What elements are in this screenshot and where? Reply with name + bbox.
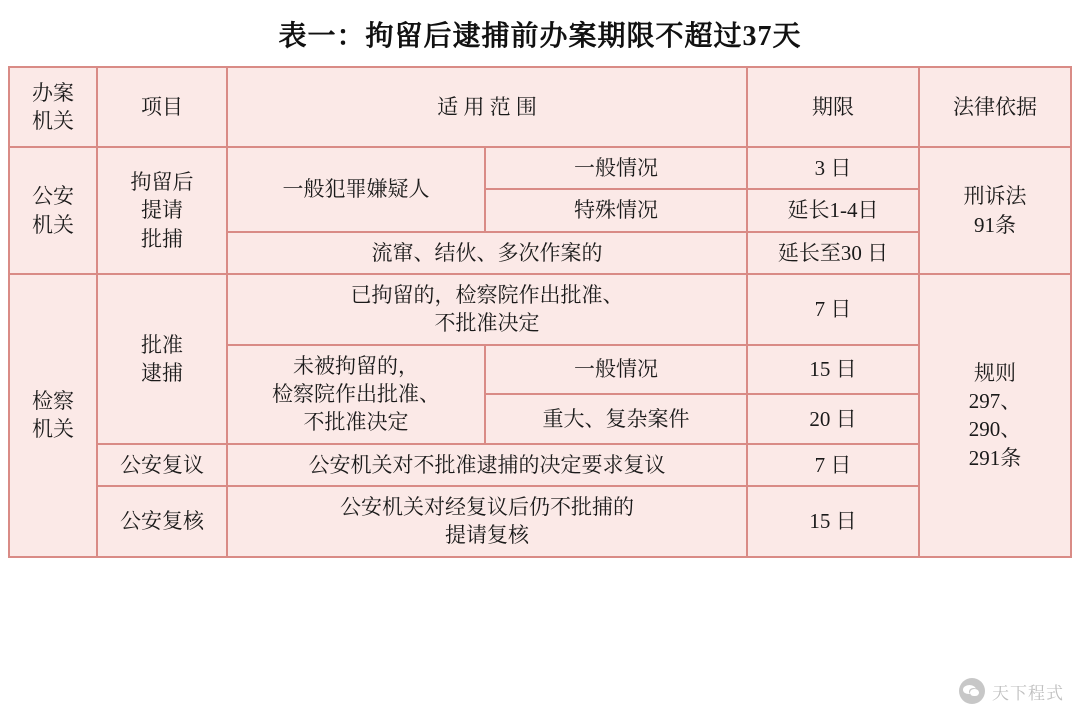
legal-procuratorate-line4: 291条 [968, 445, 1022, 470]
cell-term-7-days-detained: 7 日 [747, 274, 919, 345]
cell-term-3-days: 3 日 [747, 147, 919, 189]
scope-undetained-line2: 检察院作出批准、 [272, 382, 440, 407]
header-agency-line1: 办案 [32, 80, 74, 105]
watermark [959, 678, 1064, 704]
table-header-row [9, 67, 1071, 147]
cell-legal-procuratorate [919, 274, 1071, 557]
scope-recheck-line2: 提请复核 [445, 523, 529, 548]
item-police-line2: 提请 [141, 198, 183, 223]
legal-police-line1: 刑诉法 [963, 184, 1027, 209]
cell-agency-procuratorate [9, 274, 97, 557]
page-title: 表一：拘留后逮捕前办案期限不超过37天 [278, 21, 802, 52]
deadline-table [8, 66, 1072, 558]
table-row [9, 444, 1071, 486]
legal-procuratorate-line3: 290、 [968, 417, 1022, 442]
item-police-line3: 批捕 [141, 226, 183, 251]
cell-scope-roaming-gang-repeat: 流窜、结伙、多次作案的 [227, 232, 747, 274]
table-row [9, 486, 1071, 557]
cell-item-approve-arrest [97, 274, 227, 444]
legal-procuratorate-line2: 297、 [968, 389, 1022, 414]
watermark-text: 天下程式 [992, 683, 1064, 703]
cell-scope-detained-decision [227, 274, 747, 345]
header-term: 期限 [747, 67, 919, 147]
wechat-icon [959, 678, 985, 704]
scope-detained-line1: 已拘留的，检察院作出批准、 [350, 283, 624, 308]
legal-police-line2: 91条 [974, 212, 1016, 237]
cell-term-20-days: 20 日 [747, 394, 919, 444]
cell-item-police-reconsideration: 公安复议 [97, 444, 227, 486]
cell-scope-police-reconsideration: 公安机关对不批准逮捕的决定要求复议 [227, 444, 747, 486]
cell-item-police-request-arrest [97, 147, 227, 274]
cell-scope-general-case: 一般情况 [485, 147, 747, 189]
cell-item-police-review: 公安复核 [97, 486, 227, 557]
cell-scope-undetained-decision [227, 345, 485, 444]
item-approve-line1: 批准 [141, 332, 183, 357]
table-row [9, 274, 1071, 345]
cell-scope-police-review [227, 486, 747, 557]
header-agency [9, 67, 97, 147]
scope-recheck-line1: 公安机关对经复议后仍不批捕的 [340, 495, 634, 520]
header-item: 项目 [97, 67, 227, 147]
agency-police-line2: 机关 [32, 212, 74, 237]
legal-procuratorate-line1: 规则 [974, 360, 1016, 385]
cell-scope-undetained-general-case: 一般情况 [485, 345, 747, 395]
item-police-line1: 拘留后 [130, 170, 194, 194]
scope-undetained-line3: 不批准决定 [303, 410, 409, 435]
cell-scope-general-suspect: 一般犯罪嫌疑人 [227, 147, 485, 232]
cell-legal-police [919, 147, 1071, 274]
header-agency-line2: 机关 [32, 109, 74, 133]
cell-agency-police [9, 147, 97, 274]
agency-procuratorate-line2: 机关 [32, 417, 74, 442]
cell-scope-major-complex: 重大、复杂案件 [485, 394, 747, 444]
agency-police-line1: 公安 [32, 184, 74, 209]
header-scope: 适 用 范 围 [227, 67, 747, 147]
header-legal: 法律依据 [919, 67, 1071, 147]
cell-scope-special-case: 特殊情况 [485, 189, 747, 231]
table-row [9, 147, 1071, 189]
scope-undetained-line1: 未被拘留的， [293, 353, 419, 378]
cell-term-extend-1-4-days: 延长1-4日 [747, 189, 919, 231]
cell-term-15-days-review: 15 日 [747, 486, 919, 557]
scope-detained-line2: 不批准决定 [434, 311, 540, 336]
cell-term-7-days-reconsideration: 7 日 [747, 444, 919, 486]
cell-term-extend-to-30-days: 延长至30 日 [747, 232, 919, 274]
agency-procuratorate-line1: 检察 [32, 389, 74, 414]
cell-term-15-days-undetained: 15 日 [747, 345, 919, 395]
item-approve-line2: 逮捕 [141, 360, 183, 385]
